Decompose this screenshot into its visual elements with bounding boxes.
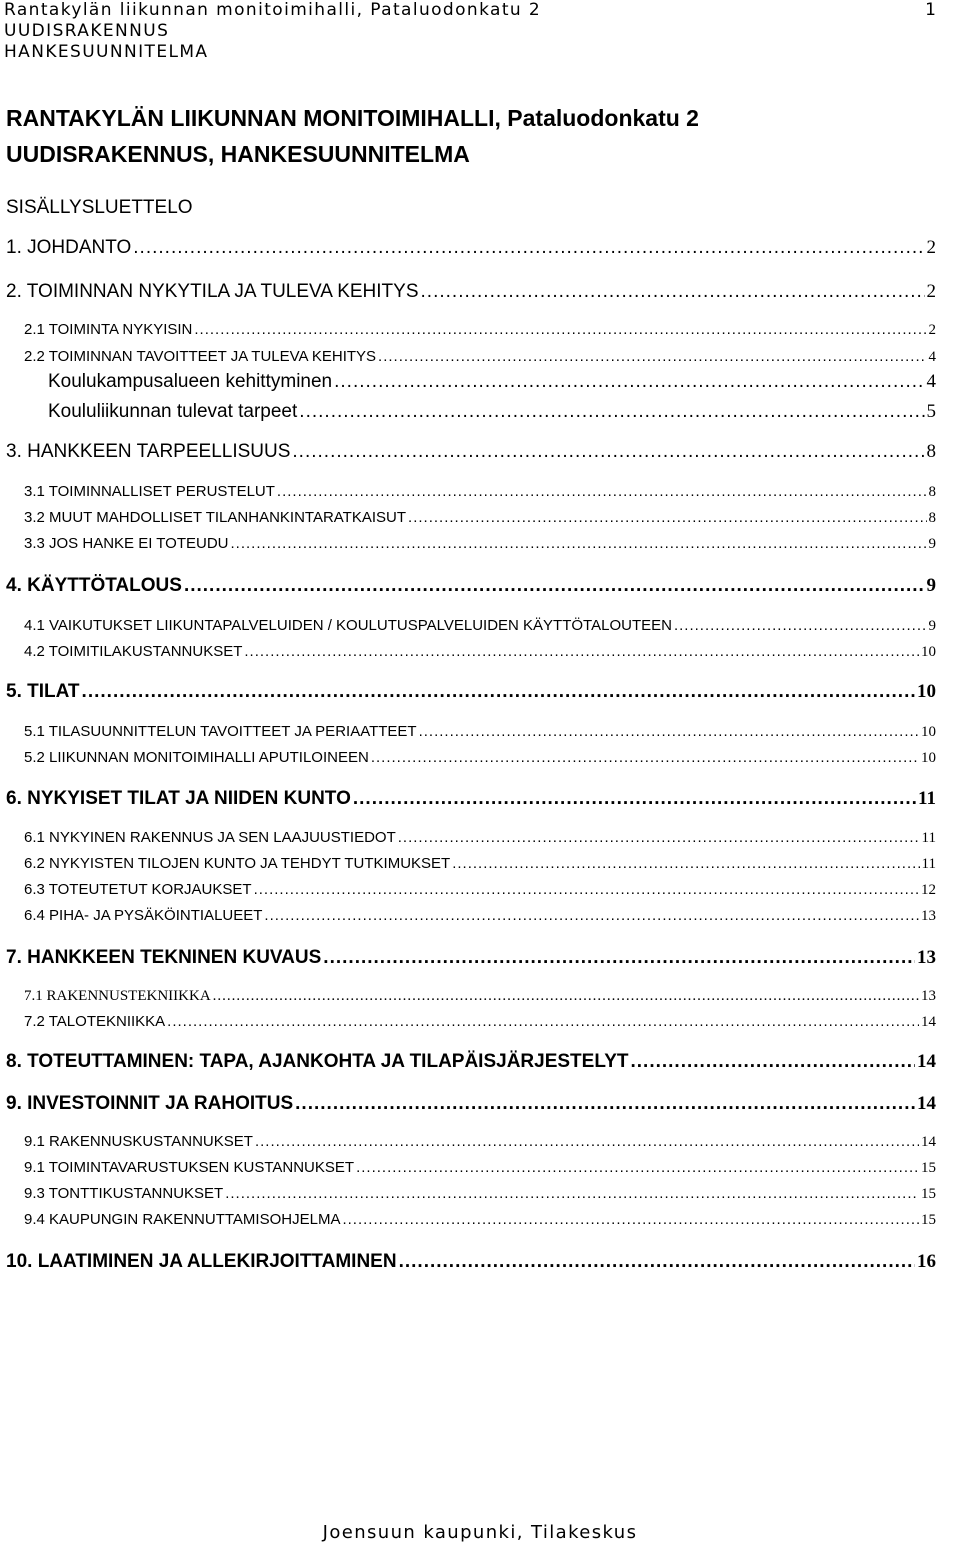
toc-dot-leader [167, 1010, 919, 1034]
toc-dot-leader [674, 614, 927, 638]
toc-dot-leader [398, 826, 920, 850]
toc-entry-page: 11 [918, 788, 936, 809]
toc-dot-leader [82, 680, 915, 704]
toc-entry-label: 3.1 TOIMINNALLISET PERUSTELUT [24, 483, 275, 500]
header-document-title: Rantakylän liikunnan monitoimihalli, Pataluodonkatu 2 [4, 0, 542, 20]
toc-dot-leader [421, 280, 925, 304]
toc-dot-leader [225, 1182, 919, 1206]
toc-entry-page: 8 [928, 510, 936, 526]
toc-entry[interactable] [6, 946, 936, 970]
toc-entry-page: 14 [921, 1014, 936, 1030]
toc-entry-label: 9.1 RAKENNUSKUSTANNUKSET [24, 1133, 253, 1150]
toc-dot-leader [292, 440, 924, 464]
toc-entry[interactable] [6, 236, 936, 260]
toc-dot-leader [408, 506, 926, 530]
toc-entry-page: 14 [917, 1093, 936, 1114]
toc-entry[interactable] [24, 852, 936, 876]
toc-entry-label: 3.3 JOS HANKE EI TOTEUDU [24, 535, 229, 552]
toc-dot-leader [184, 574, 925, 598]
toc-entry[interactable] [24, 1182, 936, 1206]
toc-entry[interactable] [24, 826, 936, 850]
toc-entry-page: 5 [926, 401, 936, 422]
toc-dot-leader [244, 640, 919, 664]
toc-entry-page: 2 [926, 281, 936, 302]
toc-entry[interactable] [24, 614, 936, 638]
toc-entry-label: 9.4 KAUPUNGIN RAKENNUTTAMISOHJELMA [24, 1211, 341, 1228]
toc-entry-label: 1. JOHDANTO [6, 237, 132, 258]
toc-dot-leader [299, 400, 924, 424]
toc-entry[interactable] [24, 640, 936, 664]
toc-entry-label: 4.2 TOIMITILAKUSTANNUKSET [24, 643, 243, 660]
toc-entry-page: 10 [921, 724, 936, 740]
toc-entry[interactable] [6, 680, 936, 704]
toc-entry-label: Koululiikunnan tulevat tarpeet [48, 401, 298, 422]
toc-entry-page: 10 [921, 644, 936, 660]
toc-entry[interactable] [24, 506, 936, 530]
toc-dot-leader [356, 1156, 919, 1180]
toc-entry-label: 6.3 TOTEUTETUT KORJAUKSET [24, 881, 252, 898]
toc-entry-label: 3.2 MUUT MAHDOLLISET TILANHANKINTARATKAISUT [24, 509, 407, 526]
toc-entry[interactable] [24, 904, 936, 928]
toc-entry-label: 9.3 TONTTIKUSTANNUKSET [24, 1185, 224, 1202]
toc-dot-leader [353, 787, 916, 811]
toc-dot-leader [295, 1092, 915, 1116]
toc-entry-page: 13 [921, 988, 936, 1004]
toc-entry-label: 4.1 VAIKUTUKSET LIIKUNTAPALVELUIDEN / KOULUTUSPALVELUIDEN KÄYTTÖTALOUTEEN [24, 617, 672, 634]
toc-entry[interactable] [24, 480, 936, 504]
toc-entry-page: 9 [928, 536, 936, 552]
toc-entry-page: 15 [921, 1212, 936, 1228]
toc-dot-leader [378, 345, 926, 369]
toc-entry[interactable] [6, 1050, 936, 1074]
toc-dot-leader [630, 1050, 915, 1074]
toc-entry-label: 10. LAATIMINEN JA ALLEKIRJOITTAMINEN [6, 1251, 397, 1272]
toc-dot-leader [277, 480, 927, 504]
page-title [6, 100, 699, 172]
toc-dot-leader [133, 236, 924, 260]
toc-entry-label: 5.2 LIIKUNNAN MONITOIMIHALLI APUTILOINEEN [24, 749, 369, 766]
toc-dot-leader [334, 370, 924, 394]
toc-entry-label: 7. HANKKEEN TEKNINEN KUVAUS [6, 947, 322, 968]
toc-entry-page: 2 [928, 322, 936, 338]
toc-entry[interactable] [48, 400, 936, 424]
toc-entry[interactable] [6, 280, 936, 304]
toc-dot-leader [371, 746, 919, 770]
toc-entry-label: 6. NYKYISET TILAT JA NIIDEN KUNTO [6, 788, 351, 809]
toc-entry-label: 6.1 NYKYINEN RAKENNUS JA SEN LAAJUUSTIEDOT [24, 829, 396, 846]
toc-entry-page: 4 [928, 349, 936, 365]
toc-entry-page: 10 [917, 681, 936, 702]
toc-dot-leader [254, 878, 919, 902]
toc-dot-leader [452, 852, 919, 876]
header-project-type: UUDISRAKENNUS [4, 21, 170, 41]
page-footer: Joensuun kaupunki, Tilakeskus [322, 1522, 638, 1543]
page-title-line-2: UUDISRAKENNUS, HANKESUUNNITELMA [6, 141, 470, 167]
toc-dot-leader [255, 1130, 919, 1154]
toc-entry[interactable] [24, 532, 936, 556]
toc-dot-leader [419, 720, 919, 744]
toc-dot-leader [213, 984, 919, 1008]
toc-entry[interactable] [24, 345, 936, 369]
toc-entry-label: 9.1 TOIMINTAVARUSTUKSEN KUSTANNUKSET [24, 1159, 355, 1176]
toc-entry[interactable] [24, 1156, 936, 1180]
toc-entry[interactable] [24, 984, 936, 1008]
toc-heading: SISÄLLYSLUETTELO [6, 197, 193, 218]
page-number: 1 [925, 0, 936, 20]
toc-dot-leader [399, 1250, 915, 1274]
toc-entry-label: 3. HANKKEEN TARPEELLISUUS [6, 441, 291, 462]
toc-entry-page: 9 [928, 618, 936, 634]
toc-entry-label: 9. INVESTOINNIT JA RAHOITUS [6, 1093, 294, 1114]
page-title-line-1: RANTAKYLÄN LIIKUNNAN MONITOIMIHALLI, Pataluodonkatu 2 [6, 105, 699, 131]
toc-entry-page: 14 [917, 1051, 936, 1072]
toc-dot-leader [264, 904, 919, 928]
toc-entry-page: 8 [928, 484, 936, 500]
toc-entry[interactable] [24, 1130, 936, 1154]
toc-entry-page: 13 [921, 908, 936, 924]
toc-entry[interactable] [48, 370, 936, 394]
toc-entry-label: 4. KÄYTTÖTALOUS [6, 575, 182, 596]
toc-entry[interactable] [24, 1208, 936, 1232]
toc-entry-page: 4 [926, 371, 936, 392]
toc-entry-page: 14 [921, 1134, 936, 1150]
toc-entry-page: 11 [921, 830, 936, 846]
toc-entry-label: 8. TOTEUTTAMINEN: TAPA, AJANKOHTA JA TILAPÄISJÄRJESTELYT [6, 1051, 629, 1072]
toc-entry[interactable] [24, 720, 936, 744]
toc-entry[interactable] [6, 440, 936, 464]
header-plan-type: HANKESUUNNITELMA [4, 42, 209, 62]
toc-entry[interactable] [24, 746, 936, 770]
toc-entry[interactable] [6, 787, 936, 811]
toc-entry[interactable] [24, 878, 936, 902]
page-header [4, 0, 956, 63]
toc-entry-page: 13 [917, 947, 936, 968]
toc-entry-page: 15 [921, 1186, 936, 1202]
toc-entry-label: 7.2 TALOTEKNIIKKA [24, 1013, 166, 1030]
toc-entry-page: 11 [921, 856, 936, 872]
toc-entry-page: 16 [917, 1251, 936, 1272]
toc-entry-label: Koulukampusalueen kehittyminen [48, 371, 333, 392]
toc-entry-page: 9 [926, 575, 936, 596]
toc-entry-label: 5. TILAT [6, 681, 80, 702]
toc-entry[interactable] [24, 1010, 936, 1034]
toc-entry-label: 6.2 NYKYISTEN TILOJEN KUNTO JA TEHDYT TUTKIMUKSET [24, 855, 451, 872]
toc-dot-leader [194, 318, 926, 342]
toc-entry-label: 2.2 TOIMINNAN TAVOITTEET JA TULEVA KEHITYS [24, 348, 377, 365]
toc-entry-page: 12 [921, 882, 936, 898]
toc-entry-page: 15 [921, 1160, 936, 1176]
toc-entry-label: 7.1 RAKENNUSTEKNIIKKA [24, 988, 211, 1004]
toc-entry[interactable] [6, 1250, 936, 1274]
toc-dot-leader [231, 532, 927, 556]
toc-dot-leader [323, 946, 915, 970]
toc-entry-page: 8 [926, 441, 936, 462]
toc-entry-label: 5.1 TILASUUNNITTELUN TAVOITTEET JA PERIAATTEET [24, 723, 417, 740]
toc-entry[interactable] [6, 574, 936, 598]
toc-entry[interactable] [24, 318, 936, 342]
toc-entry-label: 6.4 PIHA- JA PYSÄKÖINTIALUEET [24, 907, 263, 924]
toc-entry[interactable] [6, 1092, 936, 1116]
toc-entry-page: 2 [926, 237, 936, 258]
toc-entry-page: 10 [921, 750, 936, 766]
toc-entry-label: 2. TOIMINNAN NYKYTILA JA TULEVA KEHITYS [6, 281, 419, 302]
toc-entry-label: 2.1 TOIMINTA NYKYISIN [24, 321, 193, 338]
toc-dot-leader [342, 1208, 919, 1232]
